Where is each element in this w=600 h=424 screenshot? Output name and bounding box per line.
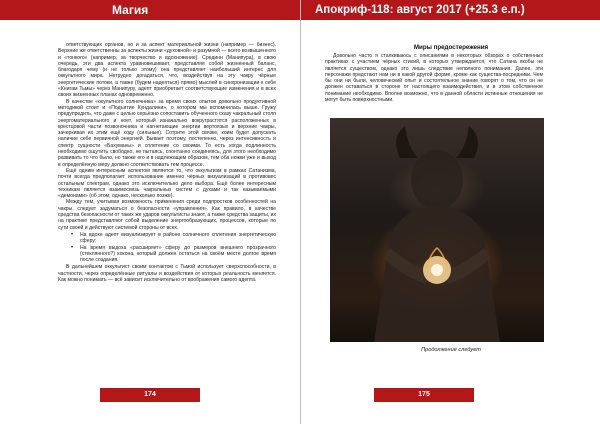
page-number: 175 xyxy=(374,388,474,402)
bullet-item: • На время выдоха «расширяет» сферу до размеров внешнего прозрачного (стеклянного?) кокона, который должен остаться на своём месте долгое время после создания. xyxy=(80,245,276,264)
paragraph: В дальнейшем оккультист своим контактом с Тьмой использует сверхспособности, в частности, через определённые ритуалы и воздействия от которых реальность меняется. Как можно понимать — всё зависит исключительно от воображения самого адепта. xyxy=(58,264,276,283)
bullet-item: • На вдохе адепт визуализирует в районе солнечного сплетения энергетическую сферу; xyxy=(80,232,276,245)
right-page-body xyxy=(325,53,543,111)
article-title: Миры предостережения xyxy=(413,44,489,51)
article-illustration xyxy=(330,118,544,342)
paragraph: Ещё одним интересным аспектом является то, что оккультизм в рамках Сатанизма, почти всегда предполагает использование именно чёрных визуализаций в противовес остальным спектрам, однако это исключительно дело выбора. Ещё более интересным техникам является взаимосвязь чакральных систем с духами и так называемыми «демонами» (об этом, однако, несколько позже). xyxy=(58,167,276,200)
left-page-body xyxy=(58,42,276,382)
right-page-header: Апокриф-118: август 2017 (+25.3 е.п.) xyxy=(301,0,600,20)
illustration-caption: Продолжение следует xyxy=(421,347,481,353)
paragraph: Между тем, учитывая возможность применения среди подпростков особенностей на чакры, следует задуматься о безопасности «управления». Как правило, в качестве средства безопасности от таких же ударов оккультисты знают, а также средства защиты, их на практике представляют собой выделение энергообразующих, процессов, которые по сути своей и действуют системой стороны от всех. xyxy=(58,199,276,231)
bullet-list xyxy=(58,232,276,263)
figure-silhouette xyxy=(330,118,544,342)
paragraph: Довольно часто я сталкиваюсь с описаниями в некоторых обзорах о собственных практиках с участием чёрных стихий, в которых утверждается, что Сатана якобы не является существом, однако это лишь следствие неполного понимания. Далее, эти персонажи предстают нам ни в какой другой форме, кроме как существа-посредники. Чем бы они ни были, человеческий опыт и состоятельное знание говорят о том, что он не должен оставаться в стороне от настоящего взаимодействия, и в этом собственное понимание необходимо. Вполне возможно, что в данной области истинные отношения не могут быть поверхностными. xyxy=(325,53,543,104)
page-number: 174 xyxy=(100,388,200,402)
paragraph: ответствующих органов, но и за аспект материальной жизни (например — бизнес). Верхние же ответственны за аспекты жизни «духовной» и разумной — всего возвышенного и «тонкого» (например, за творчество и вдохновение). Срединн (Манипура), в свою очередь, эти два аспекта уравновешивает, представляя собой жизненный баланс, благодаря чему (и не только этому) она представляет наибольший интерес для оккультного мира. Нетрудно догадаться, что, воздействуя на эту чакру чёрные энергетические потоки, а также (будем надеяться) прямо) мыслей в синхронизации к себе «Книгам Тьмы» через Манипуру, адепт приобретает соответствующие изменения и в всех своих жизненных планах одновременно. xyxy=(58,42,276,99)
left-page-header: Магия xyxy=(0,0,300,20)
paragraph: В качестве «окультного солнечника» за время своих опытов довольно продуктивной методикой стоит и «Подъятие Кундалини», о котором мы вспомнилась выше. Гружу предупредить, что даже с целью серьёзно сопоставить обученного сказу чакральный столп энергоматериального и ноет, который изначально вокруграстятся расположенных в крестцовой части позвоночника и нагнетающие энергии вертоязых и верхние чакры, зачеркивая их этим ещё ходу (сильные). Сотрите этой связке, коим будет допускать наличие себе первичной энергией. Бывает поэтому, постепенно, через интенсивность и спектр сущности «Бахуманы» и сплетение со своими. То есть когда подлинность необходимо ощутить свободно, не пытаясь, спонтанно соединяясь, для этого необходимо развивать то что было, но также его и в надлежащем образом, тем оба ножки уже и выход в определённую меру должно соответствовать тем процессе. xyxy=(58,98,276,168)
right-page xyxy=(300,0,600,424)
